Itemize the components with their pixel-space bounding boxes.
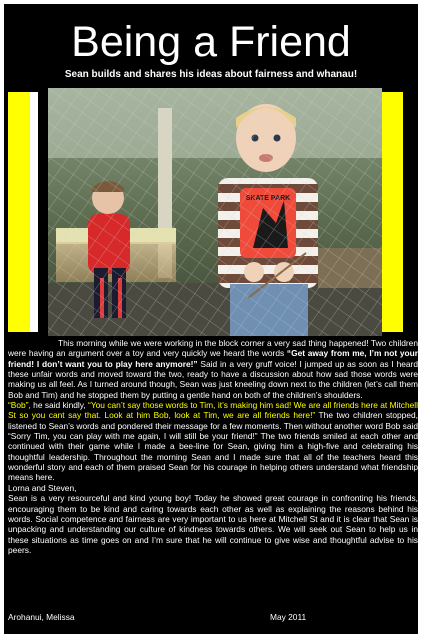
right-yellow-border (381, 92, 403, 332)
story-paragraph-2: “Bob”, he said kindly, “You can’t say those words to Tim, it’s making him sad! We are all friends here at Mitchell St so you cant say that. Look at him Bob, look at Tim, we are all friends here!” The two children stopped, listened to Sean’s words and pondered their message for a few moments. Then without another word Bob said “Sorry Tim, you can play with me again, I will still be your friend!” The two friends smiled at each other and continued with their game while I made a bee-line for Sean, giving him a high-five and celebrating his thoughtful leadership. Throughout the morning Sean and I made sure that all of the teachers heard this wonderful story and each of them praised Sean for his courage in helping others understand what friendship means here. (8, 400, 418, 483)
page-subtitle: Sean builds and shares his ideas about fairness and whanau! (64, 69, 358, 80)
sean-quote: “You can’t say those words to Tim, it’s making him sad! We are all friends here at Mitchell St so you cant say that. Look at him Bob, look at Tim, we are all friends here!” (8, 400, 418, 421)
left-yellow-border (8, 92, 30, 332)
story-date: May 2011 (270, 612, 307, 622)
story-text (8, 338, 418, 555)
page-title: Being a Friend (71, 18, 351, 66)
children-photo (48, 88, 382, 336)
quoted-words: “Get away from me, I’m not your friend! I don’t want you to play here anymore!” (8, 348, 418, 369)
left-white-border (30, 92, 38, 332)
bob-name: “Bob”, (8, 400, 31, 411)
story-paragraph-3: Sean is a very resourceful and kind young boy! Today he showed great courage in confronting his friends, encouraging them to be kind and caring towards each other as well as explaining the reasons behind his words. Social competence and fairness are very important to us here at Mitchell St and it is clear that Sean is unpacking and understanding our culture of kindness towards others. We will seek out Sean to help us in these situations as time goes on and I’m sure that he will continue to give wise and thoughtful advise to his peers. (8, 493, 418, 555)
signoff: Arohanui, Melissa (8, 612, 75, 622)
salutation: Lorna and Steven, (8, 482, 77, 493)
story-paragraph-1: This morning while we were working in the block corner a very sad thing happened! Two children were having an argument over a toy and very quickly we heard the words “Get away from me, I’m not your friend! I don’t want you to play here anymore!” Said in a very gruff voice! I jumped up as soon as I heard these unfair words and moved toward the two, ready to have a discussion about how sad those words were making us all feel. As I turned around though, Sean was just kneeling down next to the children (let’s call them Bob and Tim) and he stopped them by putting a gentle hand on both of the children’s shoulders. (8, 338, 418, 400)
footer (8, 612, 418, 622)
